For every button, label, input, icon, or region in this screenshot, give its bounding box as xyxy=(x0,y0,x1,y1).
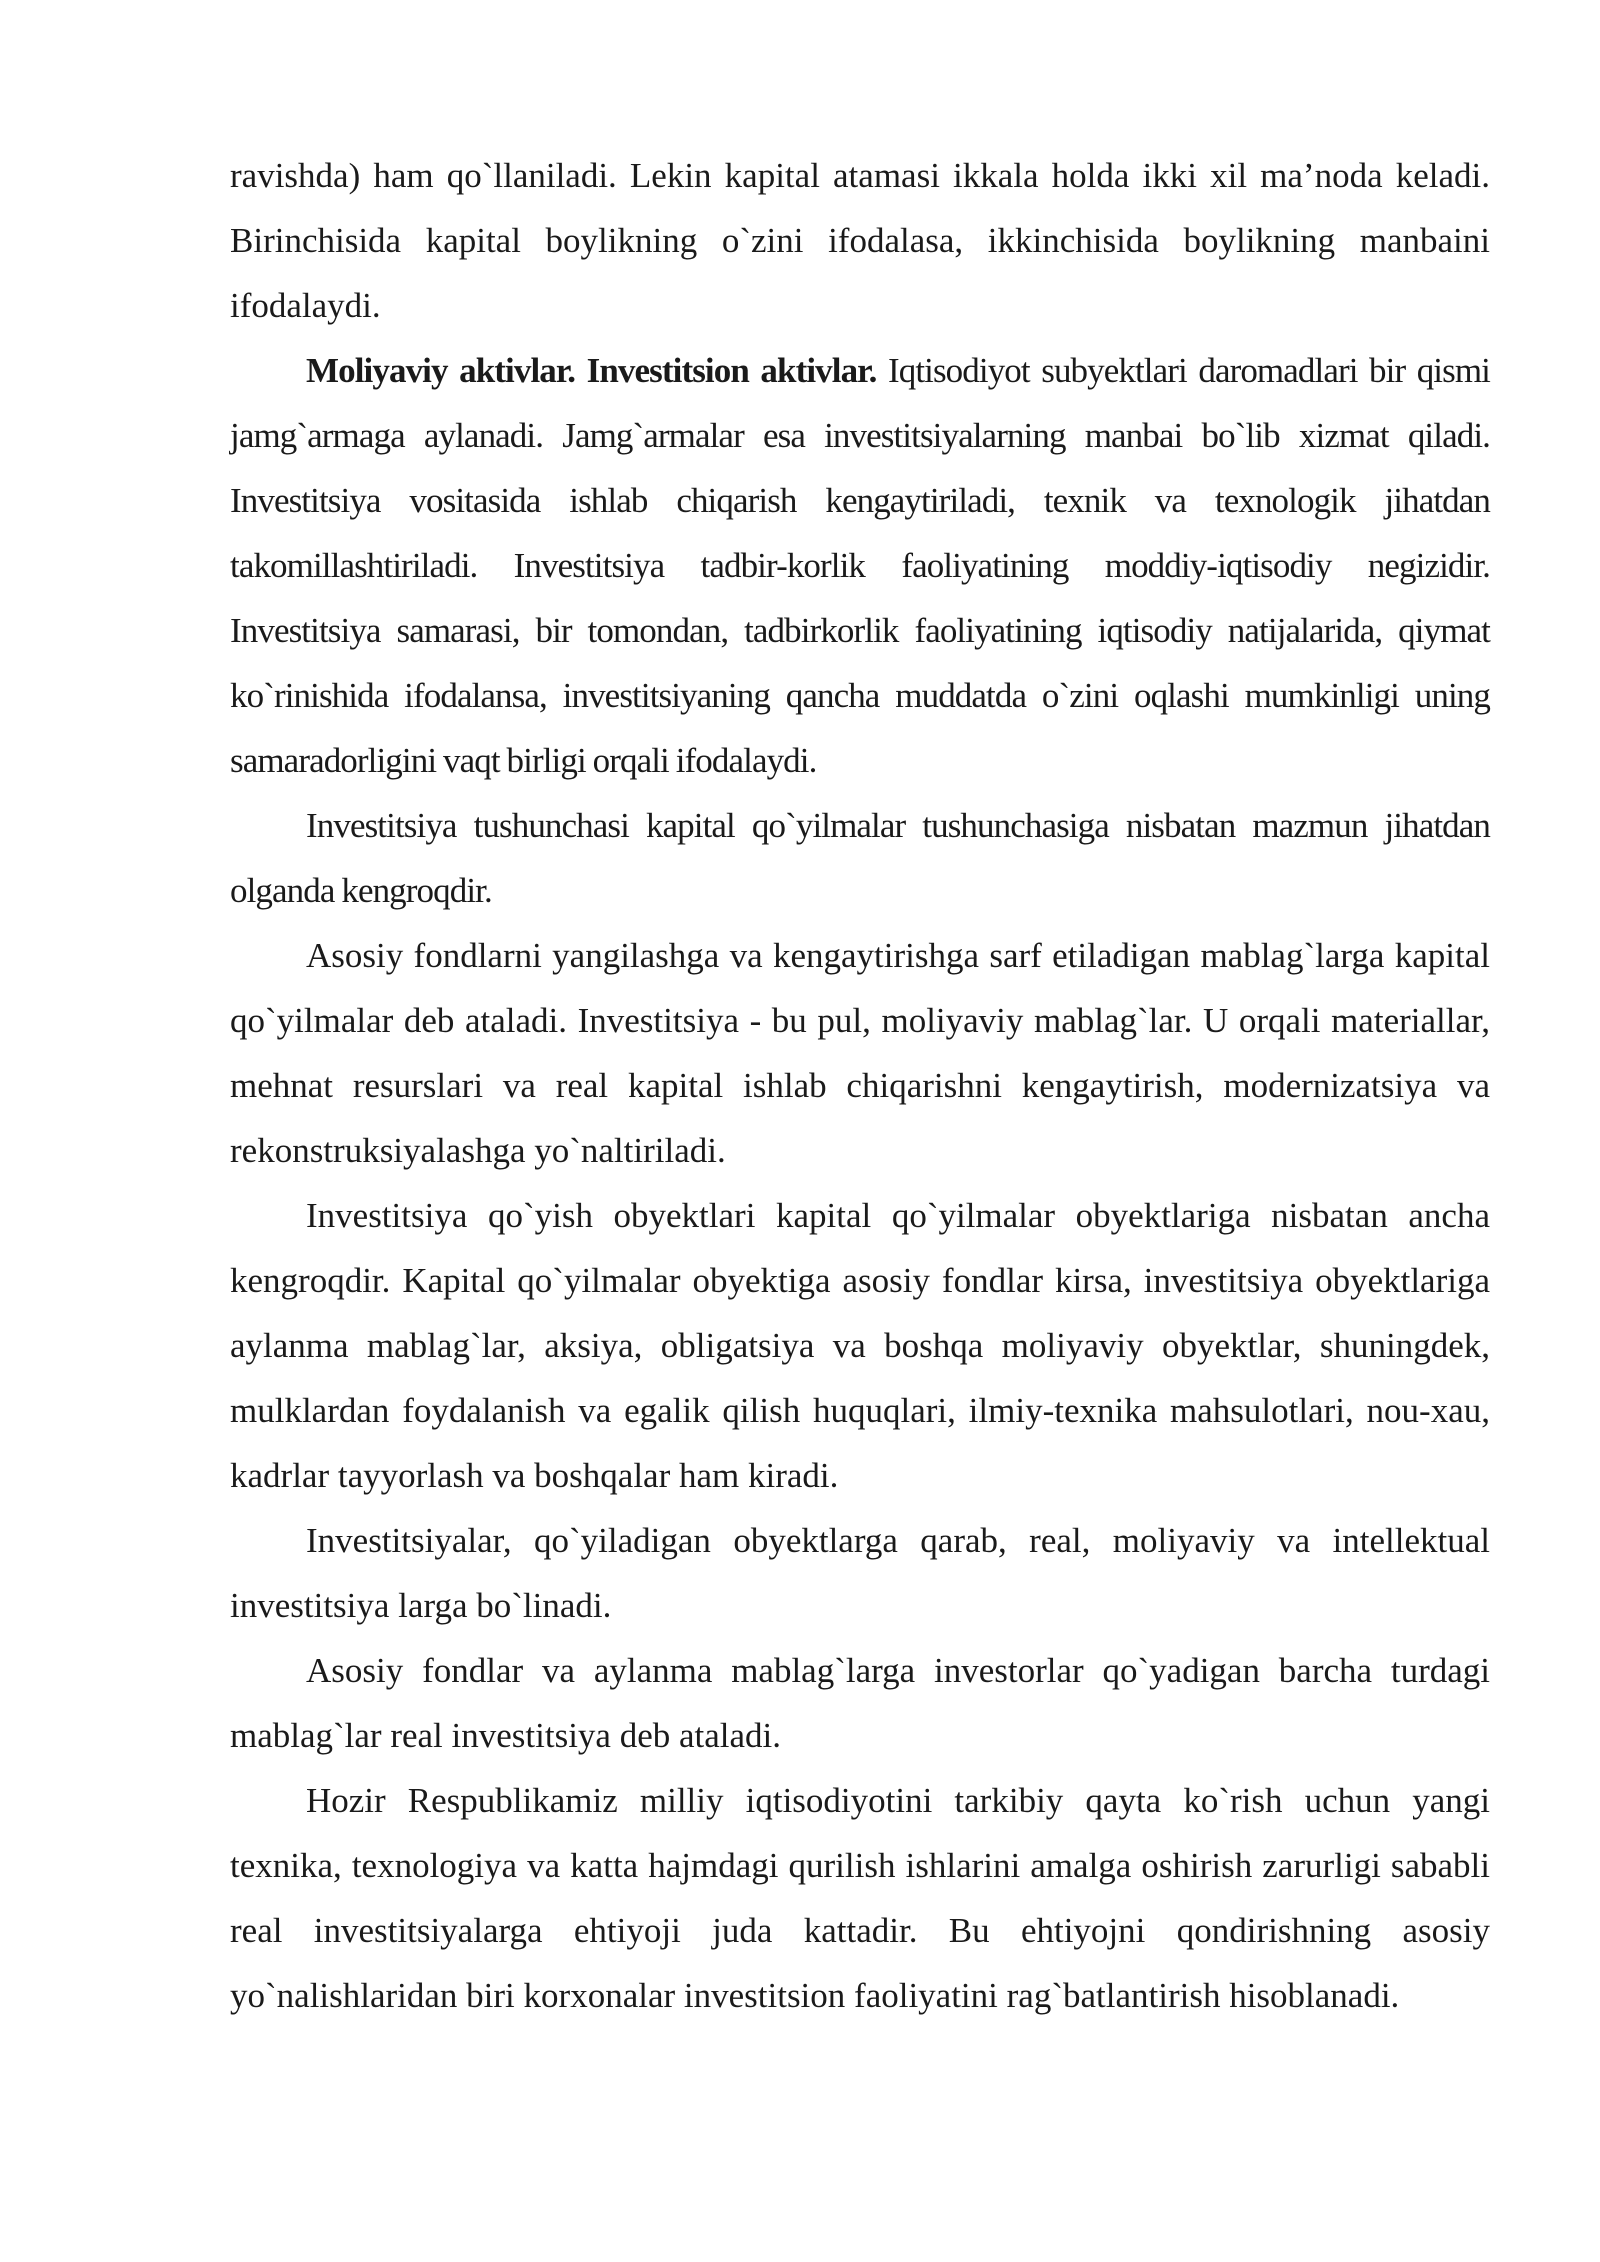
paragraph-2-text: Iqtisodiyot subyektlari daromadlari bir qismi jamg`armaga aylanadi. Jamg`armalar esa investitsiyalarning manbai bo`lib xizmat qiladi. Investitsiya vositasida ishlab chiqarish kengaytiriladi, texnik va texnologik jihatdan takomillashtiriladi. Investitsiya tadbir-korlik faoliyatining moddiy-iqtisodiy negizidir. Investitsiya samarasi, bir tomondan, tadbirkorlik faoliyatining iqtisodiy natijalarida, qiymat ko`rinishida ifodalansa, investitsiyaning qancha muddatda o`zini oqlashi mumkinligi uning samaradorligini vaqt birligi orqali ifodalaydi. xyxy=(230,351,1490,780)
paragraph-6: Investitsiyalar, qo`yiladigan obyektlarga qarab, real, moliyaviy va intellektual investitsiya larga bo`linadi. xyxy=(230,1521,1490,1625)
paragraph-8: Hozir Respublikamiz milliy iqtisodiyotini tarkibiy qayta ko`rish uchun yangi texnika, texnologiya va katta hajmdagi qurilish ishlarini amalga oshirish zarurligi sababli real investitsiyalarga ehtiyoji juda kattadir. Bu ehtiyojni qondirishning asosiy yo`nalishlaridan biri korxonalar investitsion faoliyatini rag`batlantirish hisoblanadi. xyxy=(230,1781,1490,2015)
paragraph-1: ravishda) ham qo`llaniladi. Lekin kapital atamasi ikkala holda ikki xil ma’noda keladi. Birinchisida kapital boylikning o`zini ifodalasa, ikkinchisida boylikning manbaini ifodalaydi. xyxy=(230,156,1490,325)
paragraph-4: Asosiy fondlarni yangilashga va kengaytirishga sarf etiladigan mablag`larga kapital qo`yilmalar deb ataladi. Investitsiya - bu pul, moliyaviy mablag`lar. U orqali materiallar, mehnat resurslari va real kapital ishlab chiqarishni kengaytirish, modernizatsiya va rekonstruksiyalashga yo`naltiriladi. xyxy=(230,936,1490,1170)
bold-heading: Moliyaviy aktivlar. Investitsion aktivlar. xyxy=(306,351,877,390)
paragraph-7: Asosiy fondlar va aylanma mablag`larga investorlar qo`yadigan barcha turdagi mablag`lar real investitsiya deb ataladi. xyxy=(230,1651,1490,1755)
document-body xyxy=(230,143,1490,2028)
paragraph-3: Investitsiya tushunchasi kapital qo`yilmalar tushunchasiga nisbatan mazmun jihatdan olganda kengroqdir. xyxy=(230,806,1490,910)
paragraph-2 xyxy=(230,338,1490,793)
paragraph-5: Investitsiya qo`yish obyektlari kapital qo`yilmalar obyektlariga nisbatan ancha kengroqdir. Kapital qo`yilmalar obyektiga asosiy fondlar kirsa, investitsiya obyektlariga aylanma mablag`lar, aksiya, obligatsiya va boshqa moliyaviy obyektlar, shuningdek, mulklardan foydalanish va egalik qilish huquqlari, ilmiy-texnika mahsulotlari, nou-xau, kadrlar tayyorlash va boshqalar ham kiradi. xyxy=(230,1196,1490,1495)
